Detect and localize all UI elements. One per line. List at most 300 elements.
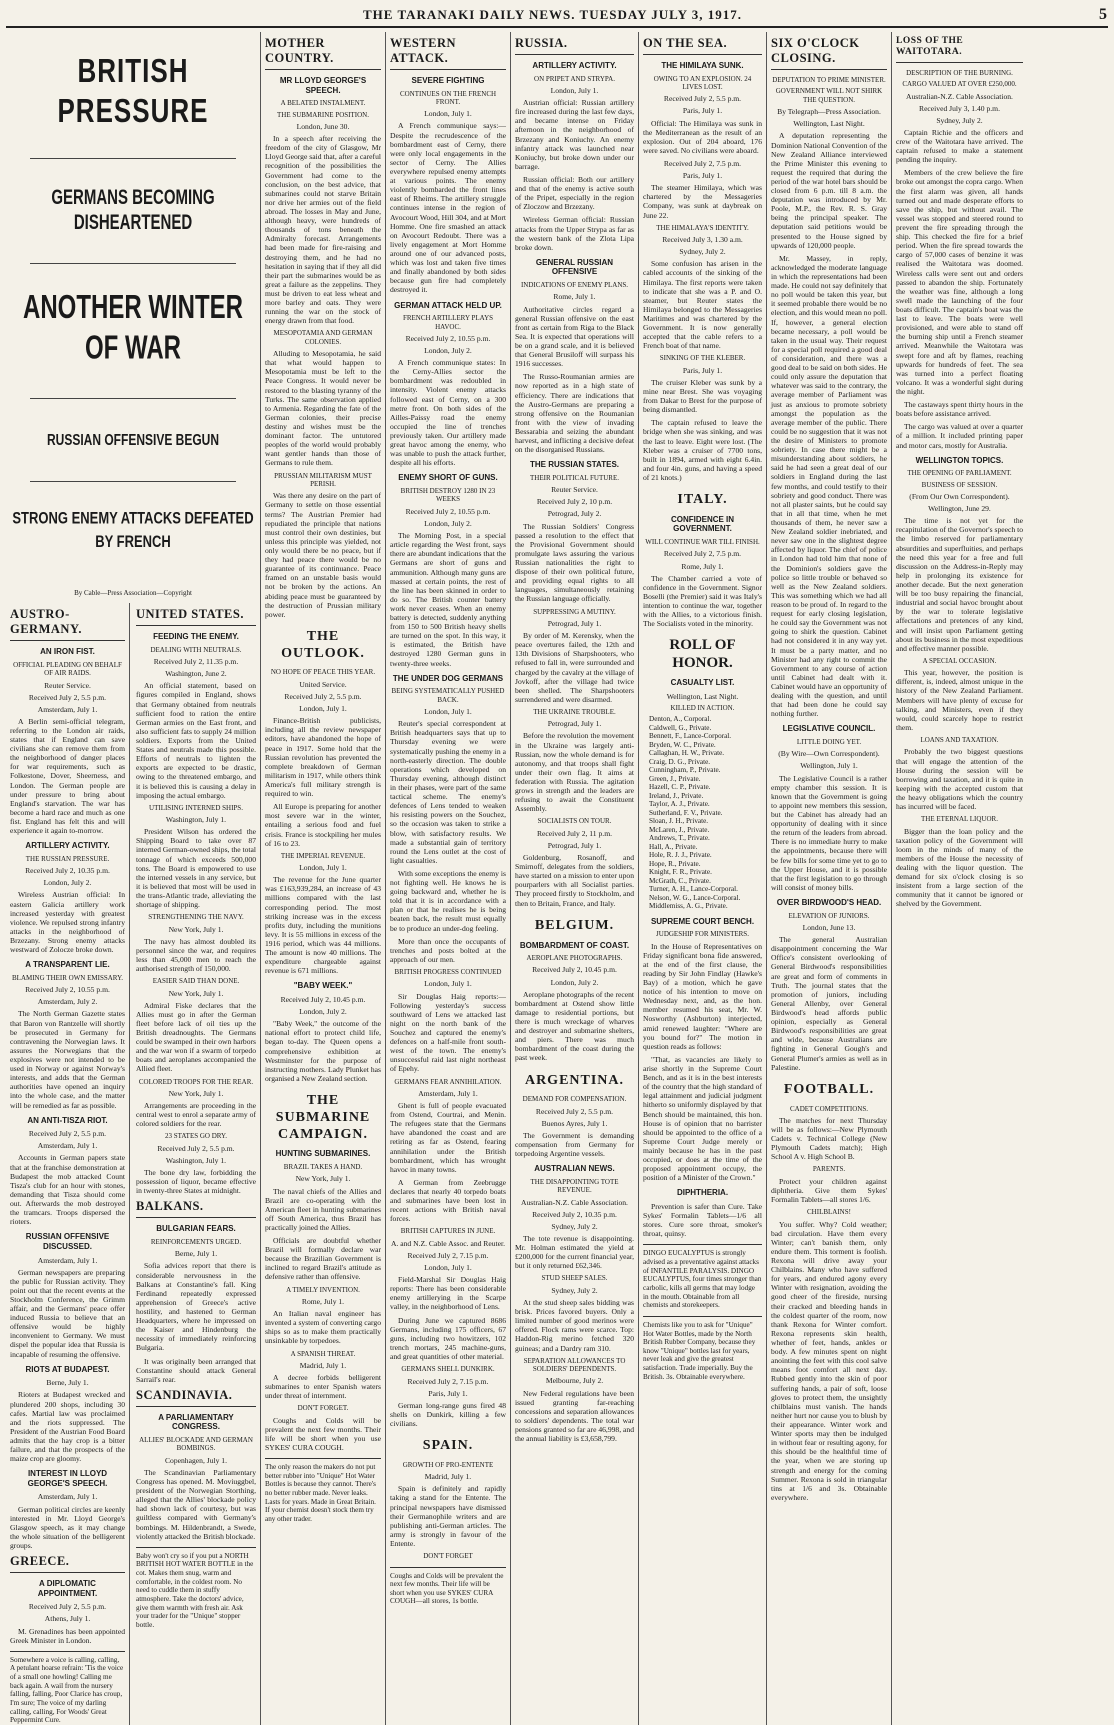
subhead: PRUSSIAN MILITARISM MUST PERISH. (274, 471, 372, 488)
subhead: CADET COMPETITIONS. (789, 1104, 869, 1113)
subhead: MR LLOYD GEORGE'S SPEECH. (279, 76, 367, 95)
article-text: Austrian official: Russian artillery fire increased during the last few days, and became intense on Friday afternoon in the neighborhood of Brzezany and Koniuchy. An enemy infantry attack was launched near Koniuchy, but broke down under our barrage. (515, 98, 634, 171)
dateline: Amsterdam, July 2. (37, 997, 98, 1007)
column-western-attack (386, 32, 511, 1725)
article-text: The steamer Himilaya, which was chartered by the Messageries Company, was sunk at daybreak on June 22. (643, 183, 762, 220)
received: Received July 2, 10.45 p.m. (532, 965, 617, 975)
dateline: London, July 2. (424, 518, 472, 528)
subhead: BLAMING THEIR OWN EMISSARY. (12, 973, 123, 982)
banner-germans-disheartened: GERMANS BECOMING DISHEARTENED (51, 186, 215, 236)
received: Received July 2, 5.5 p.m. (663, 94, 742, 104)
received: Received July 3, 1.40 p.m. (919, 103, 1000, 113)
subhead: THE HIMILAYA SUNK. (661, 61, 744, 70)
dateline: Paris, July 1. (428, 1388, 468, 1398)
source: (By Wire—Own Correspondent). (778, 749, 880, 759)
article-text: Officials are doubtful whether Brazil will formally declare war because the Brazilian Government is inclined to regard Brazil's attitude as defensive rather than offensive. (265, 1236, 381, 1282)
subhead: BRITISH CAPTURES IN JUNE. (400, 1227, 496, 1236)
article-text: Some confusion has arisen in the cabled accounts of the sinking of the Himilaya. The first reports were taken to indicate that she was a P. and O. steamer, but Reuter states the Himilaya belonged to the Messageries Maritimes and was chartered by the Government. It is now generally accepted that the cable refers to a French boat of that name. (643, 259, 762, 351)
dateline: London, July 1. (424, 979, 472, 989)
list-item: Craig, D. G., Private. (649, 757, 711, 766)
source: A. and N.Z. Cable Assoc. and Reuter. (390, 1238, 506, 1248)
article-text: An Italian naval engineer has invented a system of converting cargo ships so as to make them practically unsinkable by torpedoes. (265, 1309, 381, 1346)
column-six-oclock (767, 32, 892, 1725)
dateline: Sydney, July 2. (551, 1221, 598, 1231)
subhead: GENERAL RUSSIAN OFFENSIVE (535, 257, 614, 277)
subhead: GERMAN ATTACK HELD UP. (394, 300, 502, 310)
article-text: With some exceptions the enemy is not fighting well. He knows he is going backward and, whether he is told that it is in accordance with a plan or that he realises he is being beaten back, the result must equally be to produce an under-dog feeling. (390, 868, 506, 933)
article-text: The castaways spent thirty hours in the boats before assistance arrived. (896, 400, 1023, 419)
article-text: Ghent is full of people evacuated from Ostend, Courtrai, and Menin. The refugees state that the Germans have abandoned the coast and are retiring as far as Ostend, fearing annihilation under the British bombardment, which has wrought havoc in many towns. (390, 1101, 506, 1174)
dateline: Rome, July 1. (553, 292, 596, 302)
source: Reuter Service. (551, 485, 598, 495)
article-text: "Baby Week," the outcome of the national effort to protect child life, began to-day. The Queen opens a comprehensive exhibition at Westminster for the purpose of instructing mothers. Lady Plunket has organised a New Zealand section. (265, 1019, 381, 1083)
subhead: JUDGESHIP FOR MINISTERS. (656, 930, 749, 939)
section-on-the-sea: ON THE SEA. (643, 36, 762, 55)
advertisement: Coughs and Colds will be prevalent the next few months. Their life will be short when you use SYKES' CURA COUGH—all stores, 1s bottle. (390, 1567, 506, 1607)
received: Received July 2, 7.15 p.m. (407, 1250, 489, 1260)
subhead: LITTLE DOING YET. (796, 737, 862, 746)
article-text: Aeroplane photographs of the recent bombardment at Ostend show little damage to residential portions, but there is much wreckage of wharves and destroyer and submarine shelters, and piers. There was much bombardment of the coast during the past week. (515, 989, 634, 1063)
column-war-news (6, 32, 261, 1725)
banner-french: STRONG ENEMY ATTACKS DEFEATED BY FRENCH (12, 508, 254, 552)
section-scandinavia: SCANDINAVIA. (136, 1388, 256, 1407)
article-text: The tote revenue is disappointing. Mr. Holman estimated the yield at £200,000 for the current financial year, but it only returned £62,346. (515, 1234, 634, 1271)
subhead: AEROPLANE PHOTOGRAPHS. (526, 954, 623, 963)
article-text: Rioters at Budapest wrecked and plundered 200 shops, including 30 cafes. Martial law was proclaimed and the riots suppressed. The President of the Austrian Food Board admits that the hay crop is a bitter failure, and that the prospects of the maize crop are gloomy. (10, 1390, 125, 1464)
subhead: SEVERE FIGHTING (411, 76, 485, 85)
article-text: The Russian Soldiers' Congress passed a resolution to the effect that the Provisional Government should promulgate laws assuring the various Russian nationalities the right to dispose of their own political future, and providing equal rights to all languages, simultaneously retaining the Russian language officially. (515, 521, 634, 604)
section-football: FOOTBALL. (783, 1081, 875, 1097)
article-text: Before the revolution the movement in the Ukraine was largely anti-Russian, now the whole demand is for autonomy, and that troops shall fight under their own flag. It aims at federation with Russia. The agitation grows in strength and the leaders are refusing to await the Constituent Assembly. (515, 731, 634, 814)
article-text: The Chamber carried a vote of confidence in the Government. Signor Boselli (the Premier) said it was Italy's intention to continue the war, together with the Allies, to a victorious finish. The Socialists voted in the minority. (643, 573, 762, 629)
subhead: ELEVATION OF JUNIORS. (788, 911, 870, 920)
dateline: Berne, July 1. (46, 1378, 89, 1388)
subhead: GERMANS FEAR ANNIHILATION. (394, 1077, 502, 1086)
article-text: Arrangements are proceeding in the central west to enrol a separate army of colored soldiers for the rear. (136, 1101, 256, 1129)
received: Received July 2, 5.5 p.m. (535, 1106, 614, 1116)
list-item: Bryden, W. C., Private. (649, 740, 716, 749)
article-text: "That, as vacancies are likely to arise shortly in the Supreme Court Bench, and as it is in the best interests of the country that the high standard of legal attainment and judicial judgment hitherto so uniformly displayed by that Bench should be maintained, this hon. House is of opinion that no barrister should be appointed to the office of a Supreme Court Judge merely or mainly because he has in the past occupied, or does at the time of the proposed appointment occupy, the position of a Minister of the Crown." (643, 1054, 762, 1183)
article-text: Official: The Himilaya was sunk in the Mediterranean as the result of an explosion. Out of 204 aboard, 176 were saved. No civilians were aboard. (643, 118, 762, 155)
dateline: New York, July 1. (168, 1088, 224, 1098)
received: Received July 2, 5.5 p.m. (28, 692, 107, 702)
list-item: Hope, R., Private. (649, 859, 701, 868)
dateline: Petrograd, July 1. (547, 618, 602, 628)
column-on-the-sea (639, 32, 767, 1725)
article-text: Russian official: Both our artillery and that of the enemy is active south of the Pripet, especially in the region of Zloczow and Brzezany. (515, 174, 634, 212)
dateline: Rome, July 1. (681, 561, 724, 571)
article-text: It was originally been arranged that Constantine should attack General Sarrail's rear. (136, 1356, 256, 1384)
article-text: Captain Richie and the officers and crew of the Waitotara have arrived. The captain refused to make a statement pending the inquiry. (896, 127, 1023, 165)
received: Received July 2, 10.55 p.m. (405, 506, 491, 516)
dateline: Petrograd, July 1. (547, 840, 602, 850)
article-text: Coughs and Colds will be prevalent the next few months. Their life will be short when you use SYKES' CURA COUGH. (265, 1415, 381, 1453)
article-text: The matches for next Thursday will be as follows:—New Plymouth Cadets v. Technical College (New Plymouth Cadets match); High School A v. High School B. (771, 1115, 887, 1162)
subhead: RUSSIAN OFFENSIVE DISCUSSED. (25, 1232, 110, 1251)
received: Received July 2, 10.55 p.m. (25, 985, 110, 995)
dateline: Buenos Ayres, July 1. (541, 1118, 608, 1128)
subhead: DON'T FORGET (423, 1552, 473, 1561)
subhead: CONTINUES ON THE FRENCH FRONT. (399, 89, 497, 106)
article-text: Goldenburg, Rosanoff, and Smirnoff, delegates from the soldiers, have started on a mission to enter upon pourparlers with all Socialist parties. They proceed firstly to Stockholm, and then to Britain, France, and Italy. (515, 853, 634, 908)
subhead: CASUALTY LIST. (670, 678, 735, 688)
received: Received July 2, 5.5 p.m. (284, 691, 362, 701)
section-austro-germany: AUSTRO-GERMANY. (10, 607, 125, 641)
section-belgium: BELGIUM. (534, 917, 615, 933)
dateline: Paris, July 1. (682, 171, 723, 181)
dateline: Madrid, July 1. (424, 1472, 472, 1482)
subhead: RIOTS AT BUDAPEST. (25, 1364, 110, 1374)
received: Received July 2, 11.35 p.m. (153, 657, 239, 667)
dateline: Washington, July 1. (165, 815, 227, 825)
list-item: Knight, F. R., Private. (649, 868, 712, 877)
article-text: Authoritative circles regard a general Russian offensive on the east front as certain from Riga to the Black Sea. It is expected that operations will be on a grand scale, and it is believed that General Brusiloff will surpass his 1916 successes. (515, 304, 634, 369)
list-item: Callaghan, H. W., Private. (649, 749, 725, 758)
list-item: Turner, A. H., Lance-Corporal. (649, 885, 738, 894)
dateline: Petrograd, July 1. (547, 719, 602, 729)
section-waitotara: LOSS OF THE WAITOTARA. (896, 36, 1023, 63)
banner-russian-offensive: RUSSIAN OFFENSIVE BEGUN (46, 430, 220, 450)
masthead-title: THE TARANAKI DAILY NEWS. TUESDAY JULY 3, 1917. (362, 7, 743, 22)
article-text: During June we captured 8686 Germans, including 175 officers, 67 guns, including two howitzers, 102 trench mortars, 245 machine-guns, and great quantities of other material. (390, 1315, 506, 1362)
dateline: London, July 2. (43, 878, 92, 888)
received: Received July 2, 5.5 p.m. (28, 1602, 107, 1612)
subhead: AUSTRALIAN NEWS. (534, 1164, 615, 1174)
subhead: STRENGTHENING THE NAVY. (148, 913, 244, 922)
section-six-oclock: SIX O'CLOCK CLOSING. (771, 36, 887, 70)
subhead: 23 STATES GO DRY. (165, 1132, 227, 1141)
section-italy: ITALY. (677, 492, 728, 508)
subhead: THE HIMALAYA'S IDENTITY. (656, 223, 749, 232)
section-mother-country: MOTHER COUNTRY. (265, 36, 381, 70)
article-text: You suffer. Why? Cold weather; bad circulation. Have them every Winter; can't banish them, only endure them. This torment is foolish. Rexona will drive away your Chilblains. Many who have suffered for years, and endured agony every Winter with resignation, avoiding the good cheer of the fireside, nursing their cracked and bleeding hands in the coldest quarter of the room, now thank Rexona for Winter comfort. Rexona represents skin health, whether of feet, hands, ankles or body. A few minutes spent on night anointing the feet with this cool salve means foot comfort all next day. Rubbed gently into the skin of poor suffering hands, a pair of soft, loose gloves to protect them, the unsightly chilblains must vanish. The hands neither hurt nor cause you to blush by their appearance. Winter work and Winter sports may then be indulged in without fear or resulting agony, for this should be the healthful time of the year, when we are storing up strength and energy for the coming Summer. Rexona is sold in triangular tins at 1/6 and 3s. Obtainable everywhere. (771, 1219, 887, 1502)
list-item: Hole, R. J. J., Private. (649, 851, 712, 860)
dateline: Amsterdam, July 1. (37, 1255, 98, 1265)
subhead: THE UKRAINE TROUBLE. (533, 707, 616, 716)
subhead: CARGO VALUED AT OVER £250,000. (902, 80, 1017, 89)
source: By Telegraph—Press Association. (777, 107, 881, 117)
subhead: DESCRIPTION OF THE BURNING. (906, 68, 1013, 77)
received: Received July 2, 10.55 p.m. (405, 333, 491, 343)
list-item: Caldwell, G., Private. (649, 723, 712, 732)
article-text: Admiral Fiske declares that the Allies must go in after the German fleet before lack of oil ties up the British dreadnoughts. The Germans could be swamped in their own harbors and the war won if a swarm of torpedo boats and aeroplanes accompanied the Allied fleet. (136, 1000, 256, 1074)
list-item: Nelson, W. G., Lance-Corporal. (649, 893, 741, 902)
subhead: A TIMELY INVENTION. (286, 1285, 360, 1294)
dateline: Paris, July 1. (682, 106, 723, 116)
article-text: The time is not yet for the recapitulation of the Governor's speech to the limbo reserved for parliamentary absurdities and superfluities, and perhaps the need this year for a free and full discussion on the Address-in-Reply may help in prolonging its existence for another decade. But the next generation will be too busy repairing the financial, industrial and social havoc brought about by the war to tolerate legislative affectations and pretences of any kind, and will insist upon Parliament getting about its business in the most expeditious and effective manner possible. (896, 516, 1023, 653)
subhead: PARENTS. (812, 1165, 846, 1174)
article-text: More than once the occupants of trenches and posts bolted at the approach of our men. (390, 936, 506, 964)
subhead: BRITISH DESTROY 1280 IN 23 WEEKS (400, 487, 496, 504)
dateline: Wellington, July 1. (800, 761, 858, 771)
article-text: Wireless Austrian official: In eastern Galicia artillery work increased yesterday with greatest violence. We repulsed strong infantry attacks in the neighborhood of Brzezany. Strong enemy attacks westward of Zolocze broke down. (10, 890, 125, 955)
article-text: In a speech after receiving the freedom of the city of Glasgow, Mr Lloyd George said that, after a careful recognition of the possibilities the Government had come to the conclusion, on the best advice, that submarines could not starve Britain nor drive her armies out of the field abroad. The losses in May and June, although heavy, were hundreds of thousands of tons beneath the Admiralty forecast. Arrangements had been made for fire-raising and destroying them, and he had no hesitation in saying that if they all did their part the submarines would be as great a failure as the zeppelins. They must be driven to eat less wheat and more barley and oats. They were running the war on the stock of energy drawn from that food. (265, 134, 381, 326)
source: (From Our Own Correspondent). (909, 491, 1010, 501)
subhead: KILLED IN ACTION. (670, 704, 735, 713)
subhead: HUNTING SUBMARINES. (275, 1149, 371, 1159)
column-mother-country (261, 32, 386, 1725)
list-item: Bennett, F., Lance-Corporal. (649, 732, 732, 741)
subhead: OVER BIRDWOOD'S HEAD. (776, 898, 882, 908)
list-item: Sloan, J. H., Private. (649, 817, 709, 826)
section-greece: GREECE. (10, 1554, 125, 1573)
subhead: SINKING OF THE KLEBER. (659, 354, 746, 363)
received: Received July 3, 1.30 a.m. (662, 235, 743, 245)
subhead: ARTILLERY ACTIVITY. (25, 841, 110, 851)
article-text: A French communique says:—Despite the recrudescence of the bombardment east of Cerny, there were only local engagements in the sector of Cerny. The Allies everywhere repulsed enemy attempts at various points. The enemy violently bombarded the front lines east of Rheims. The artillery struggle continues intense in the region of Avocourt Wood, Hill 304, and at Mort Homme. One fire smashed an attack on Avocourt Redoubt. There was a lively engagement at Mort Homme around one of our advanced posts, which was lost and taken five times and finally abandoned by both sides because gun fire had completely destroyed it. (390, 121, 506, 295)
list-item: McGrath, C., Private. (649, 876, 711, 885)
source: United Service. (299, 679, 347, 689)
dateline: London, July 1. (299, 704, 347, 714)
page-number: 5 (1099, 6, 1108, 23)
received: Received July 2, 10.45 p.m. (280, 995, 366, 1005)
subhead: NO HOPE OF PEACE THIS YEAR. (270, 668, 376, 677)
subhead: DEMAND FOR COMPENSATION. (522, 1095, 627, 1104)
received: Received July 2, 7.5 p.m. (663, 549, 742, 559)
subhead: A SPECIAL OCCASION. (922, 656, 997, 665)
list-item: Green, J., Private. (649, 774, 701, 783)
list-item: Hazell, C. P., Private. (649, 783, 711, 792)
section-outlook: THE OUTLOOK. (281, 628, 365, 661)
advertisement: Somewhere a voice is calling, calling, A petulant hoarse refrain: 'Tis the voice of a small one howling! Calling me back again. A wail from the nursery falling, falling, Poor Clarice has croup, I'm sure; The voice of my darling calling, calling, For Woods' Great Peppermint Cure. (10, 1651, 125, 1725)
dateline: Amsterdam, July 1. (37, 1492, 98, 1502)
subhead: THE IMPERIAL REVENUE. (280, 851, 366, 860)
list-item: Sutherland, F. V., Private. (649, 808, 723, 817)
subhead: BOMBARDMENT OF COAST. (519, 940, 630, 950)
article-text: The Russo-Roumanian armies are now reported as in a high state of efficiency. There are indications that the Austro-Germans are preparing a strong offensive on the Roumanian front with the view of invading Bessarabia and seizing the abundant harvest, and inflicting a decisive defeat on the disorganised Russians. (515, 372, 634, 455)
article-text: The Scandinavian Parliamentary Congress has opened. M. Moviuggbel, president of the Norwegian Storthing, alleged that the Allies' blockade policy had shown lack of courtesy, but was guiltless compared with Germany's bombings. M. Hildenbrandt, a Swede, violently attacked the British blockade. (136, 1467, 256, 1541)
article-text: A Berlin semi-official telegram, referring to the London air raids, states that if England can save civilians she can remove them from the neighborhood of danger places for war requirements, such as Folkestone, Dover, Sheerness, and London. The German people are under pressure to bring about England's starvation. The war has become a hard race and much as one fist. England has felt this and will experience it again to-morrow. (10, 716, 125, 836)
subhead: SEPARATION ALLOWANCES TO SOLDIERS' DEPENDENTS. (523, 1356, 626, 1373)
subhead: GERMANS SHELL DUNKIRK. (401, 1365, 495, 1374)
dateline: Sydney, July 2. (936, 115, 983, 125)
article-text: M. Grenadines has been appointed Greek Minister in London. (10, 1626, 125, 1645)
section-argentina: ARGENTINA. (524, 1072, 625, 1088)
subhead: CHILBLAINS! (807, 1208, 851, 1217)
article-text: Prevention is safer than Cure. Take Sykes' Formalin Tablets—1/6 all stores. Cure sore throat, smoker's throat, quinsy. (643, 1202, 762, 1239)
dateline: Washington, June 2. (165, 669, 227, 679)
list-item: Andrews, T., Private. (649, 834, 710, 843)
article-text: Sir Douglas Haig reports:—Following yesterday's success southward of Lens we attacked last night on the north bank of the Souchez and captured the enemy's defences on a half-mile front south-west of the town. The enemy's unsuccessful raid last night northeast of Epehy. (390, 991, 506, 1074)
article-text: By order of M. Kerensky, when the peace overtures failed, the 12th and 13th Divisions of Sharpshooters, who refused to fall in, were surrounded and charged by the cavalry at the village of Jovkoff, after the village had twice been shelled. The Sharpshooters surrendered and were disarmed. (515, 631, 634, 704)
article-text: The general Australian disappointment concerning the War Office's consistent overlooking of General Birdwood's responsibilities are great and form of comments in Truth. The journal states that the promotion of juniors, including General Allenby, over General Birdwood's head affords public opinion, especially as General Birdwood's responsibilities are great and wide, because Australians are fighting in General Gough's and General Plumer's armies as well as in Palestine. (771, 935, 887, 1072)
subhead: THE ETERNAL LIQUOR. (921, 815, 998, 824)
list-item: McLaren, J., Private. (649, 825, 710, 834)
article-text: The naval chiefs of the Allies and Brazil are co-operating with the American fleet in hunting submarines off South America, thus Brazil has practically joined the Allies. (265, 1186, 381, 1232)
list-item: Cunningham, P., Private. (649, 766, 721, 775)
article-text: Alluding to Mesopotamia, he said that what would happen to Mesopotamia must be left to the Peace Congress. It would never be restored to the blasting tyranny of the Turks. The same observation applied to Armenia. Regarding the fate of the German colonies, their precise destiny and wishes must be the dominant factor. The untutored peoples of the world would probably want gentler hands than those of Germans to rule them. (265, 349, 381, 468)
dateline: London, July 2. (424, 346, 472, 356)
list-item: Ireland, J., Private. (649, 791, 704, 800)
subhead: ALLIES' BLOCKADE AND GERMAN BOMBINGS. (139, 1436, 253, 1453)
dateline: Madrid, July 1. (299, 1360, 347, 1370)
dateline: Paris, July 1. (682, 365, 723, 375)
subhead: THEIR POLITICAL FUTURE. (530, 473, 619, 482)
dateline: Wellington, June 29. (928, 504, 991, 514)
received: Received July 2, 7.15 p.m. (407, 1376, 489, 1386)
advertisement: DINGO EUCALYPTUS is strongly advised as a preventative against attacks of INFANTILE PARALYSIS. DINGO EUCALYPTUS, four times stronger than carbolic, kills all germs that may lodge in the mouth. Obtainable from all chemists and storekeepers. (643, 1244, 762, 1309)
article-text: The Morning Post, in a special article regarding the West front, says there are abundant indications that the Germans are short of guns and ammunition. Although many guns are massed at certain points, the rest of the line has been skinned in order to do so. The British counter battery work never ceases. When an enemy battery is detected, suddenly anything from 150 to 500 British heavy shells are turned on the spot. In this way, it is estimated, the British have destroyed 1280 German guns in twenty-three weeks. (390, 531, 506, 668)
subhead: THE RUSSIAN STATES. (529, 460, 620, 470)
subhead: A BELATED INSTALMENT. (280, 99, 366, 108)
received: Received July 2, 10.35 p.m. (25, 866, 110, 876)
subhead: "BABY WEEK." (293, 981, 353, 991)
banner-another-winter: ANOTHER WINTER OF WAR (23, 288, 243, 367)
subhead: BULGARIAN FEARS. (156, 1224, 236, 1234)
subhead: THE OPENING OF PARLIAMENT. (907, 469, 1012, 478)
list-item: Taylor, A. J., Private. (649, 800, 710, 809)
section-united-states: UNITED STATES. (136, 607, 256, 626)
dateline: London, July 1. (424, 707, 472, 717)
dateline: Athens, July 1. (44, 1614, 91, 1624)
subcolumn-right (136, 603, 256, 1725)
article-text: All Europe is preparing for another most severe war in the winter, entailing a serious food and fuel crisis. France is stockpiling her mules of 16 to 23. (265, 802, 381, 848)
subhead: AN ANTI-TISZA RIOT. (27, 1115, 108, 1125)
section-spain: SPAIN. (422, 1438, 474, 1454)
article-text: The bone dry law, forbidding the possession of liquor, became effective in twenty-three States at midnight. (136, 1167, 256, 1196)
dateline: Sydney, July 2. (551, 1285, 598, 1295)
dateline: Wellington, Last Night. (666, 691, 739, 701)
article-text: A French communique states: In the Cerny-Allies sector the bombardment was redoubled in intensity. Violent enemy attacks followed east of Cerny, on a 300 metre front. On both sides of the Ailles-Paissy road the enemy occupied the line of trenches previously taken. Our artillery made great havoc among the enemy, who was unable to push the attack further, despite all his efforts. (390, 358, 506, 468)
article-text: The captain refused to leave the bridge when she was sinking, and was the last to leave. Eight were lost. (The Kleber was a cruiser of 7700 tons, built in 1894, armed with eight 6.4in. and four 4in. guns, and having a speed of 21 knots.) (643, 418, 762, 482)
subhead: INDICATIONS OF ENEMY PLANS. (520, 281, 629, 290)
casualty-list (643, 715, 762, 910)
received: Received July 2, 10 p.m. (536, 497, 613, 507)
article-text: A deputation representing the Dominion National Convention of the New Zealand Alliance interviewed the Prime Minister this evening to request the required that during the period of the war hotel bars should be closed from 6 p.m. till 8 a.m. the deputation was introduced by Mr. Poole, M.P., the Rev. R. S. Gray being the principal speaker. The deputation said petitions would be presented to the House signed by upwards of 120,000 people. (771, 131, 887, 250)
article-text: Spain is definitely and rapidly taking a stand for the Entente. The principal newspapers have dismissed their Germanophile writers and are publishing anti-German articles. The army is strongly in favour of the Entente. (390, 1484, 506, 1549)
source: Australian-N.Z. Cable Association. (906, 91, 1013, 101)
column-waitotara (892, 32, 1027, 1725)
subhead: DEPUTATION TO PRIME MINISTER. (772, 76, 886, 84)
dateline: Amsterdam, July 1. (418, 1088, 478, 1098)
dateline: London, July 1. (299, 863, 347, 873)
article-text: The North German Gazette states that Baron von Rantzelle will shortly be prosecuted in Germany for contravening the Norwegian laws. It assures the Norwegians that the explosives were not intended to be used in Norway or against Norway's interests, and adds that the German authorities have opened an inquiry into the whole case, and the matter will be remedied as far as possible. (10, 1009, 125, 1110)
subhead: SUPREME COURT BENCH. (650, 916, 755, 926)
subhead: BEING SYSTEMATICALLY PUSHED BACK. (391, 687, 505, 704)
subhead: AN IRON FIST. (40, 647, 95, 657)
masthead (6, 4, 1108, 28)
subhead: THE SUBMARINE POSITION. (277, 110, 369, 119)
subhead: THE DISAPPOINTING TOTE REVENUE. (530, 1177, 619, 1195)
subhead: BRITISH PROGRESS CONTINUED (394, 968, 502, 977)
dateline: London, July 2. (550, 977, 599, 987)
section-roll-of-honor: ROLL OF HONOR. (669, 637, 736, 672)
subhead: THE RUSSIAN PRESSURE. (25, 854, 110, 863)
section-russia: RUSSIA. (515, 36, 634, 55)
received: Received July 2, 5.5 p.m. (157, 1143, 235, 1153)
subhead: STUD SHEEP SALES. (541, 1274, 608, 1283)
banner-british-pressure: BRITISH PRESSURE (57, 50, 209, 131)
advertisement: Baby won't cry so if you put a NORTH BRITISH HOT WATER BOTTLE in the cot. Makes them snug, warm and comfortable, in the coldest room. No need to cuddle them in stuffy atmosphere. Take the doctors' advice, give them warmth with fresh air. Ask your trader for the "Unique" stopper bottle. (136, 1547, 256, 1630)
article-text: Probably the two biggest questions that will engage the attention of the House during the session will be borrowing and taxation, and it is quite in keeping with the accepted custom that the heavy obligations which the country has incurred will be faced. (896, 747, 1023, 812)
dateline: Washington, July 1. (165, 1155, 227, 1165)
subhead: GROWTH OF PRO-ENTENTE (402, 1460, 494, 1469)
list-item: Denton, A., Corporal. (649, 715, 712, 724)
subhead: EASIER SAID THAN DONE. (152, 977, 240, 986)
article-text: Field-Marshal Sir Douglas Haig reports: There has been considerable enemy artillerying in the Scarpe valley, in the neighborhood of Lens. (390, 1275, 506, 1312)
column-russia (511, 32, 639, 1725)
received: Received July 2, 10.35 p.m. (532, 1209, 617, 1219)
subhead: A SPANISH THREAT. (290, 1349, 356, 1358)
received: Received July 2, 5.5 p.m. (28, 1129, 107, 1139)
subhead: WELLINGTON TOPICS. (915, 455, 1004, 465)
article-text: Finance-British publicists, including all the review newspaper editors, have abandoned the hope of peace in 1917. Some hold that the Russian revolution has prevented the complete breakdown of German militarism in 1917, while others think America's full military strength is required to win. (265, 716, 381, 799)
advertisement: Chemists like you to ask for "Unique" Hot Water Bottles, made by the North British Rubber Company, because they know "Unique" bottles last for years, never leak and give the greatest satisfaction. Trade imperially. Buy the British. 3s. Obtainable everywhere. (643, 1316, 762, 1381)
article-text: Reuter's special correspondent at British headquarters says that up to Thursday evening we were systematically pushing the enemy in a north-easterly direction. The double operations which developed on Thursday evening, although distinct in their phases, were part of the same tactical scheme. The enemy's defences of Lens tended to weaken his resisting powers on the Souchez, so the occasion was taken to strike a blow, with satisfactory results. We made a substantial gain of territory round the Lens outlet at the cost of light casualties. (390, 719, 506, 865)
article-text: Mr. Massey, in reply, acknowledged the moderate language in which the representations had been made. He could not say definitely that no poll would be taken this year, but it seemed probable there would be no election, and this would mean no poll. If, however, a general election became necessary, a poll would be taken in the usual way. Their request for a special poll required a good deal of consideration, and there was a good deal to be said on both sides. He could only assure the deputation that whatever was said to the contrary, the average member of Parliament was just as anxious to promote sobriety amongst the population as the average member of the public. There could be no suggestion that it was not the desire of Ministers to promote sobriety. In case there might be a misunderstanding about soldiers, he said he had seen a great deal of our soldiers in England during the last few months, and could testify to their sobriety and good conduct. There was not all plaster saints, but he could say that in all that time, when he met thousands of them, he never saw a New Zealand soldier inebriated, and never saw one in the slightest degree affected by liquor. The chief of police in London had told him that none of the Dominion's soldiers gave the police so little trouble or behaved so well as the New Zealand soldiers. This was something which we had all reason to be proud of. In regard to the request for early closing legislation, he could say the Government was not going to shirk the question. Cabinet had not considered it in any way yet. It must be a party matter, and no Minister had any right to commit the Government to any course of action until Cabinet had dealt with it. Cabinet would have an opportunity of dealing with the question, and until that had been done he could say nothing further. (771, 253, 887, 719)
subhead: MESOPOTAMIA AND GERMAN COLONIES. (273, 329, 373, 346)
dateline: London, July 1. (550, 85, 599, 95)
subhead: INTEREST IN LLOYD GEORGE'S SPEECH. (27, 1469, 108, 1488)
subcolumn-left (10, 603, 130, 1725)
dateline: Amsterdam, July 1. (37, 1141, 98, 1151)
subhead: ENEMY SHORT OF GUNS. (398, 473, 498, 483)
received: Received July 2, 7.5 p.m. (663, 159, 742, 169)
section-western-attack: WESTERN ATTACK. (390, 36, 506, 70)
article-text: This year, however, the position is different, is, indeed, almost unique in the history of the New Zealand Parliament. Members will have plenty of excuse for talking, and Ministers, even if they would, could scarcely hope to restrict them. (896, 668, 1023, 732)
subhead: DEALING WITH NEUTRALS. (150, 645, 242, 654)
article-text: Members of the crew believe the fire broke out amongst the copra cargo. When the first alarm was given, all hands turned out and made desperate efforts to save the ship, but without avail. The vessel was stopped and steered round to prevent the fire spreading through the ship. This checked the fire for a brief period. When the fire spread towards the cargo of 57,000 cases of benzine it was realised the Waitotara was doomed. Wireless calls were sent out and orders passed to abandon the ship. Fortunately the weather was fine, although a long swell made the launching of the four boats difficult. The captain's boat was the last to leave. The boats were well provisioned, and were able to stand off the burning ship until a French steamer arrived. Meanwhile the Waitotara was swept fore and aft by flames, reaching upwards for hundreds of feet. The sea was turned into a perfect floating volcano. It was a wonderful sight during the night. (896, 168, 1023, 396)
article-text: German long-range guns fired 48 shells on Dunkirk, killing a few civilians. (390, 1400, 506, 1428)
dateline: London, June 30. (296, 121, 350, 131)
subhead: ARTILLERY ACTIVITY. (532, 61, 617, 70)
article-text: At the stud sheep sales bidding was brisk. Prices favored buyers. Only a limited number of good merinos were offered. Flock rams were scarce. Top: Haddon-Rig merino fetched 320 guineas; and a Dardry ram 310. (515, 1297, 634, 1353)
received: Received July 2, 11 p.m. (536, 828, 612, 838)
subhead: OFFICIAL PLEADING ON BEHALF OF AIR RAIDS. (13, 660, 122, 678)
subhead: DON'T FORGET. (297, 1404, 349, 1413)
article-text: Accounts in German papers state that at the franchise demonstration at Budapest the mob attacked Count Tisza's club for an hour with stones, demanding that Tisza should come out. Afterwards the mob destroyed the tramcars. Troops dispersed the rioters. (10, 1153, 125, 1227)
dateline: Sydney, July 2. (679, 247, 726, 257)
subhead: LEGISLATIVE COUNCIL. (782, 724, 876, 734)
dateline: Wellington, Last Night. (793, 119, 865, 129)
dateline: London, July 2. (299, 1007, 347, 1017)
subhead: SOCIALISTS ON TOUR. (537, 817, 612, 826)
dateline: London, June 13. (802, 923, 856, 932)
article-text: German newspapers are preparing the public for Russian activity. They point out that the recent events at the Stockholm Conference, the Grimm affair, and the Germans' peace offer induced Russia to believe that an offensive would be highly inconvenient to Germany. We must dispel the popular idea that Russia is incapable of resuming the offensive. (10, 1267, 125, 1359)
article-text: An official statement, based on figures compiled in England, shows that Germany obtained from neutrals sufficient food to ration the entire German armies on the East front, and also sufficient fats to supply 24 million soldiers. Exports from the United States and neutrals made this possible. Efforts of neutrals to lighten the exports are expected to be drastic, owing to the threatened embargo, and it is believed this is causing a delay in imposing the actual embargo. (136, 681, 256, 800)
section-balkans: BALKANS. (136, 1199, 256, 1218)
subhead: A DIPLOMATIC APPOINTMENT. (37, 1579, 98, 1598)
source: Reuter Service. (44, 680, 91, 690)
article-text: President Wilson has ordered the Shipping Board to take over 87 interned German-owned ships, the total tonnage of which exceeds 500,000 tons. The Board is empowered to use the interned vessels in any service, but it is believed that most will be used in the trans-Atlantic trade, alleviating the shortage of shipping. (136, 827, 256, 910)
subhead: A PARLIAMENTARY CONGRESS. (158, 1412, 234, 1432)
byline: By Cable—Press Association—Copyright (74, 588, 192, 597)
subhead: WILL CONTINUE WAR TILL FINISH. (645, 538, 760, 547)
subhead: GOVERNMENT WILL NOT SHIRK THE QUESTION. (775, 87, 883, 104)
article-text: The Government is demanding compensation from Germany for torpedoing Argentine vessels. (515, 1130, 634, 1159)
article-text: A German from Zeebrugge declares that nearly 40 torpedo boats and submarines have been lost in recent actions with British naval forces. (390, 1177, 506, 1224)
section-submarine-campaign: THE SUBMARINE CAMPAIGN. (275, 1093, 371, 1142)
subhead: ON PRIPET AND STRYPA. (534, 74, 615, 83)
dateline: London, July 1. (424, 1263, 472, 1273)
article-text: Was there any desire on the part of Germany to settle on those essential terms? The Austrian Premier had repudiated the principle that nations must control their own destinies, but unless this principle was yielded, not only would there be no peace, but if they had peace there would be no guarantee of its continuance. Peace framed on an unstable basis would not be broken by the actions. An abiding peace must be guaranteed by the destruction of Prussian military power. (265, 491, 381, 619)
subhead: REINFORCEMENTS URGED. (150, 1237, 242, 1246)
subhead: FEEDING THE ENEMY. (153, 632, 239, 642)
article-text: Bigger than the loan policy and the taxation policy of the Government will loom in the minds of many of the members of the House the necessity of dealing with the liquor question. The demand for six o'clock closing is so insistent from a large section of the community that it cannot be ignored or shelved by the Government. (896, 826, 1023, 909)
list-item: Hall, A., Private. (649, 842, 698, 851)
article-text: Wireless German official: Russian attacks from the Upper Strypa as far as the western bank of the Zlota Lipa broke down. (515, 215, 634, 252)
dateline: Petrograd, July 2. (547, 509, 602, 519)
article-text: The Legislative Council is a rather empty chamber this session. It is known that the Government is going to appoint new members this session, but the Cabinet has already had an opportunity of dealing with it since the return of the leaders from abroad. There is no immediate hurry to make the appointments, because there will be few bills for some time yet to go to the Upper House, and it is possible that the first legislation to go through will consist of money bills. (771, 773, 887, 892)
subhead: BRAZIL TAKES A HAND. (283, 1163, 363, 1171)
subhead: THE UNDER DOG GERMANS (392, 673, 504, 683)
article-text: The cruiser Kleber was sunk by a mine near Brest. She was voyaging from Dakar to Brest for the purpose of being dismantled. (643, 377, 762, 415)
subhead: SUPPRESSING A MUTINY. (533, 607, 616, 616)
dateline: Melbourne, July 2. (545, 1376, 604, 1386)
dateline: Berne, July 1. (174, 1249, 218, 1259)
dateline: New York, July 1. (295, 1174, 351, 1184)
article-text: German political circles are keenly interested in Mr. Lloyd George's Glasgow speech, as it may change the whole situation of the belligerent groups. (10, 1504, 125, 1551)
